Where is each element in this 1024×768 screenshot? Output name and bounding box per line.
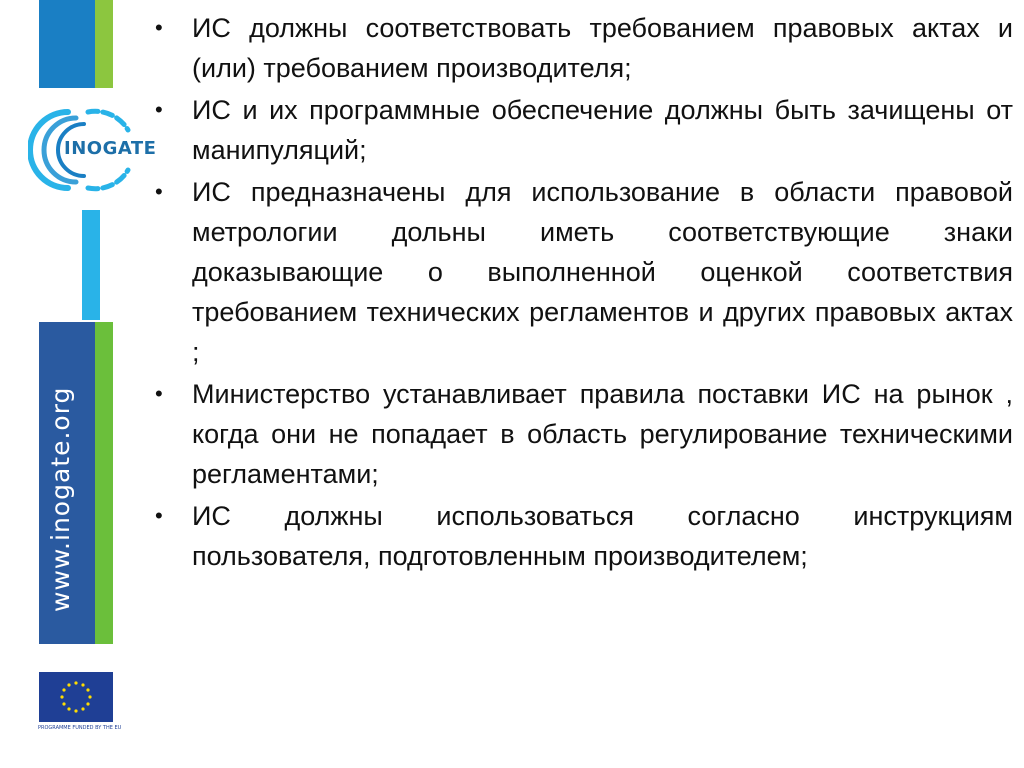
list-item-text: ИС предназначены для использование в области правовой метрологии дольны иметь соответствующие знаки доказывающие о выполненной оценкой соответствия требованием технических регламентов и других правовых актах ; (192, 177, 1013, 367)
bullet-icon: • (155, 15, 163, 40)
eu-flag-icon (39, 672, 113, 722)
decor-bar-green-mid (95, 322, 113, 644)
logo-text: INOGATE (64, 138, 157, 159)
decor-bar-green (95, 0, 113, 88)
bullet-icon: • (155, 97, 163, 122)
list-item-text: Министерство устанавливает правила поставки ИС на рынок , когда они не попадает в область регулирование техническими регламентами; (192, 379, 1013, 489)
sidebar (0, 0, 157, 768)
list-item-text: ИС должны использоваться согласно инструкциям пользователя, подготовленным производителем; (192, 501, 1013, 571)
bullet-list (155, 8, 1013, 578)
list-item-text: ИС и их программные обеспечение должны быть зачищены от манипуляций; (192, 95, 1013, 165)
list-item (155, 374, 1013, 494)
list-item (155, 8, 1013, 88)
list-item-text: ИС должны соответствовать требованием правовых актах и (или) требованием производителя; (192, 13, 1013, 83)
list-item (155, 90, 1013, 170)
website-url: www.inogate.org (46, 386, 75, 612)
eu-caption: PROGRAMME FUNDED BY THE EU (38, 725, 122, 731)
bullet-icon: • (155, 503, 163, 528)
list-item (155, 172, 1013, 372)
bullet-icon: • (155, 381, 163, 406)
decor-bar-blue (39, 0, 95, 88)
decor-bar-cyan (82, 210, 100, 320)
list-item (155, 496, 1013, 576)
bullet-icon: • (155, 179, 163, 204)
eu-stars-icon (39, 672, 113, 722)
